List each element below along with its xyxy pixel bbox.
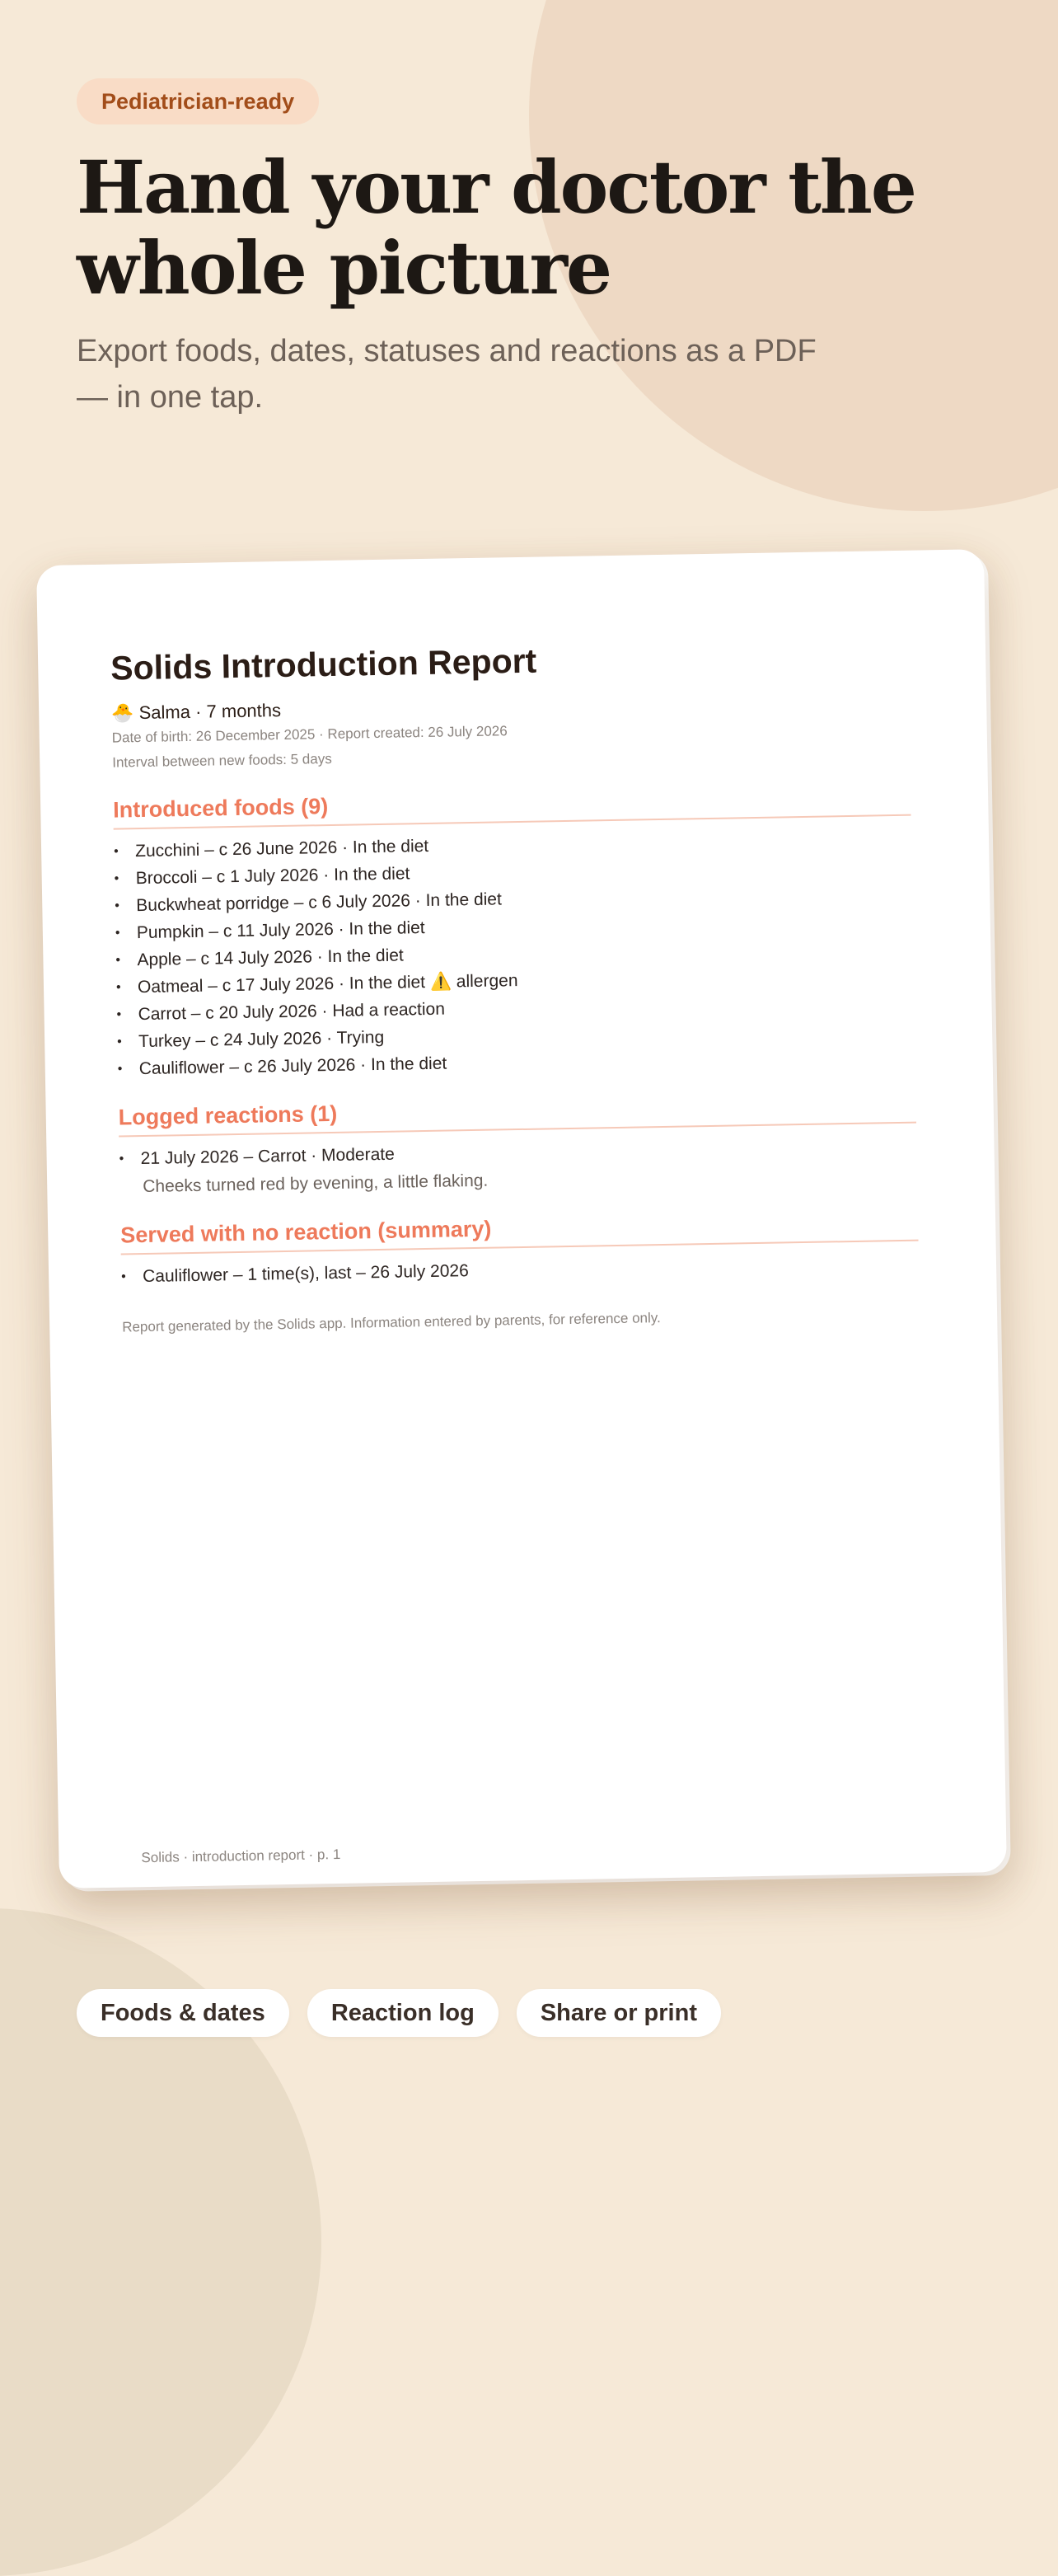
subtitle-line-1: Export foods, dates, statuses and reactions as a PDF (77, 334, 817, 368)
report-footnote: Report generated by the Solids app. Information entered by parents, for reference only. (122, 1310, 661, 1335)
headline-line-1: Hand your doctor the (77, 144, 915, 230)
list-item: • Apple – c 14 July 2026 · In the diet (115, 933, 913, 974)
report-title: Solids Introduction Report (110, 641, 537, 687)
dob-line: Date of birth: 26 December 2025 · Report created: 26 July 2026 (111, 723, 508, 746)
list-item: • Buckwheat porridge – c 6 July 2026 · In the diet (115, 879, 912, 920)
headline-line-2: whole picture (77, 225, 611, 311)
introduced-foods-list (114, 824, 915, 1083)
child-name-age: Salma · 7 months (138, 700, 282, 724)
no-reaction-heading: Served with no reaction (summary) (120, 1205, 919, 1255)
logged-reactions-heading: Logged reactions (1) (118, 1087, 916, 1138)
subtitle (77, 328, 884, 420)
reaction-note: Cheeks turned red by evening, a little flaking. (143, 1171, 489, 1197)
list-item: • Zucchini – c 26 June 2026 · In the diet (114, 824, 911, 866)
list-item: • Cauliflower – 1 time(s), last – 26 July 2026 (121, 1250, 919, 1291)
chick-icon: 🐣 (111, 702, 134, 724)
feature-chips (77, 1989, 721, 2037)
list-item: • Carrot – c 20 July 2026 · Had a reaction (116, 988, 914, 1029)
feature-badge: Pediatrician-ready (77, 78, 319, 124)
report-content (110, 633, 920, 1339)
introduced-foods-heading: Introduced foods (9) (113, 780, 911, 830)
chip-reaction-log: Reaction log (307, 1989, 499, 2037)
chip-share-print: Share or print (517, 1989, 721, 2037)
subtitle-line-2: — in one tap. (77, 380, 264, 415)
interval-line: Interval between new foods: 5 days (112, 750, 332, 771)
no-reaction-list (121, 1250, 919, 1291)
report-preview-card (36, 549, 1007, 1889)
list-item: • Oatmeal – c 17 July 2026 · In the diet ⚠️ allergen (116, 960, 914, 1002)
chip-foods-dates: Foods & dates (77, 1989, 289, 2037)
page-footer: Solids · introduction report · p. 1 (141, 1846, 341, 1866)
headline (77, 144, 983, 311)
list-item: • Cauliflower – c 26 July 2026 · In the diet (117, 1042, 915, 1083)
list-item: • Turkey – c 24 July 2026 · Trying (117, 1015, 915, 1056)
list-item: • Pumpkin – c 11 July 2026 · In the diet (115, 906, 913, 947)
list-item: • 21 July 2026 – Carrot · Moderate (119, 1132, 916, 1173)
list-item: • Broccoli – c 1 July 2026 · In the diet (114, 852, 911, 893)
